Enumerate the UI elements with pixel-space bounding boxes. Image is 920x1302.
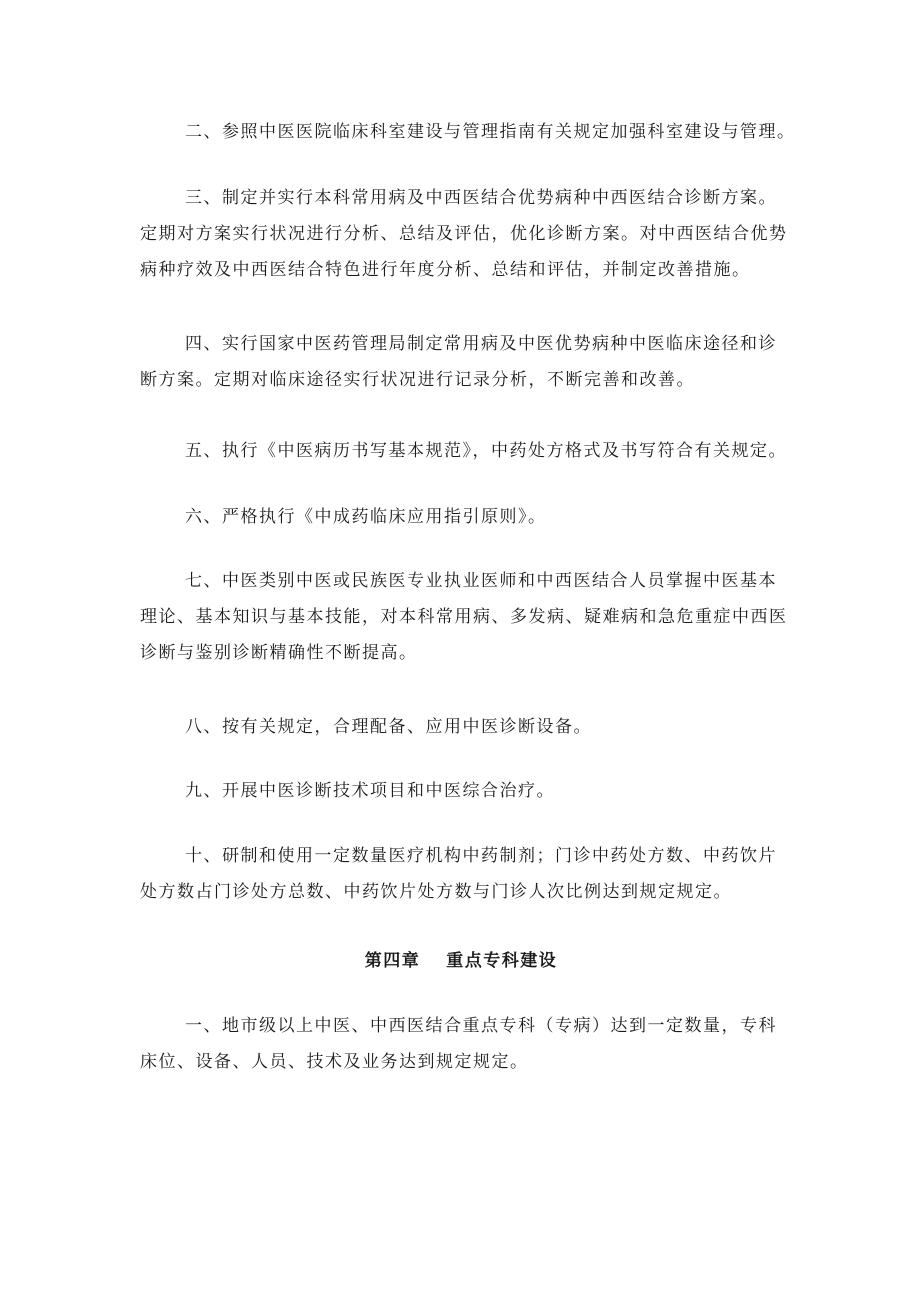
- paragraph-line: 二、参照中医医院临床科室建设与管理指南有关规定加强科室建设与管理。: [185, 122, 796, 142]
- paragraph-line: 十、研制和使用一定数量医疗机构中药制剂；门诊中药处方数、中药饮片: [185, 846, 777, 866]
- paragraph-line: 定期对方案实行状况进行分析、总结及评估，优化诊断方案。对中西医结合优势: [140, 224, 788, 244]
- chapter-number: 第四章: [364, 951, 421, 971]
- paragraph-6: [140, 499, 782, 535]
- paragraph-line: 病种疗效及中西医结合特色进行年度分析、总结和评估，并制定改善措施。: [140, 260, 751, 280]
- paragraph-line: 断方案。定期对临床途径实行状况进行记录分析，不断完善和改善。: [140, 370, 695, 390]
- paragraph-line: 九、开展中医诊断技术项目和中医综合治疗。: [185, 781, 555, 801]
- paragraph-10: [140, 838, 782, 910]
- paragraph-line: 诊断与鉴别诊断精确性不断提高。: [140, 643, 418, 663]
- paragraph-line: 三、制定并实行本科常用病及中西医结合优势病种中西医结合诊断方案。: [185, 188, 777, 208]
- paragraph-4: [140, 326, 782, 398]
- paragraph-chapter4-1: [140, 1008, 782, 1080]
- paragraph-line: 理论、基本知识与基本技能，对本科常用病、多发病、疑难病和急危重症中西医: [140, 607, 788, 627]
- paragraph-7: [140, 563, 788, 671]
- paragraph-3: [140, 180, 788, 288]
- chapter-heading: [140, 943, 782, 979]
- paragraph-line: 四、实行国家中医药管理局制定常用病及中医优势病种中医临床途径和诊: [185, 334, 777, 354]
- paragraph-8: [140, 709, 782, 745]
- paragraph-line: 七、中医类别中医或民族医专业执业医师和中西医结合人员掌握中医基本: [185, 571, 777, 591]
- paragraph-2: [140, 114, 796, 150]
- paragraph-line: 八、按有关规定，合理配备、应用中医诊断设备。: [185, 717, 592, 737]
- paragraph-line: 六、严格执行《中成药临床应用指引原则》。: [185, 507, 547, 527]
- paragraph-line: 一、地市级以上中医、中西医结合重点专科（专病）达到一定数量，专科: [185, 1016, 777, 1036]
- chapter-title: 重点专科建设: [446, 951, 558, 971]
- paragraph-line: 处方数占门诊处方总数、中药饮片处方数与门诊人次比例达到规定规定。: [140, 882, 732, 902]
- paragraph-line: 床位、设备、人员、技术及业务达到规定规定。: [140, 1052, 529, 1072]
- paragraph-line: 五、执行《中医病历书写基本规范》，中药处方格式及书写符合有关规定。: [185, 441, 787, 461]
- paragraph-5: [140, 433, 787, 469]
- paragraph-9: [140, 773, 782, 809]
